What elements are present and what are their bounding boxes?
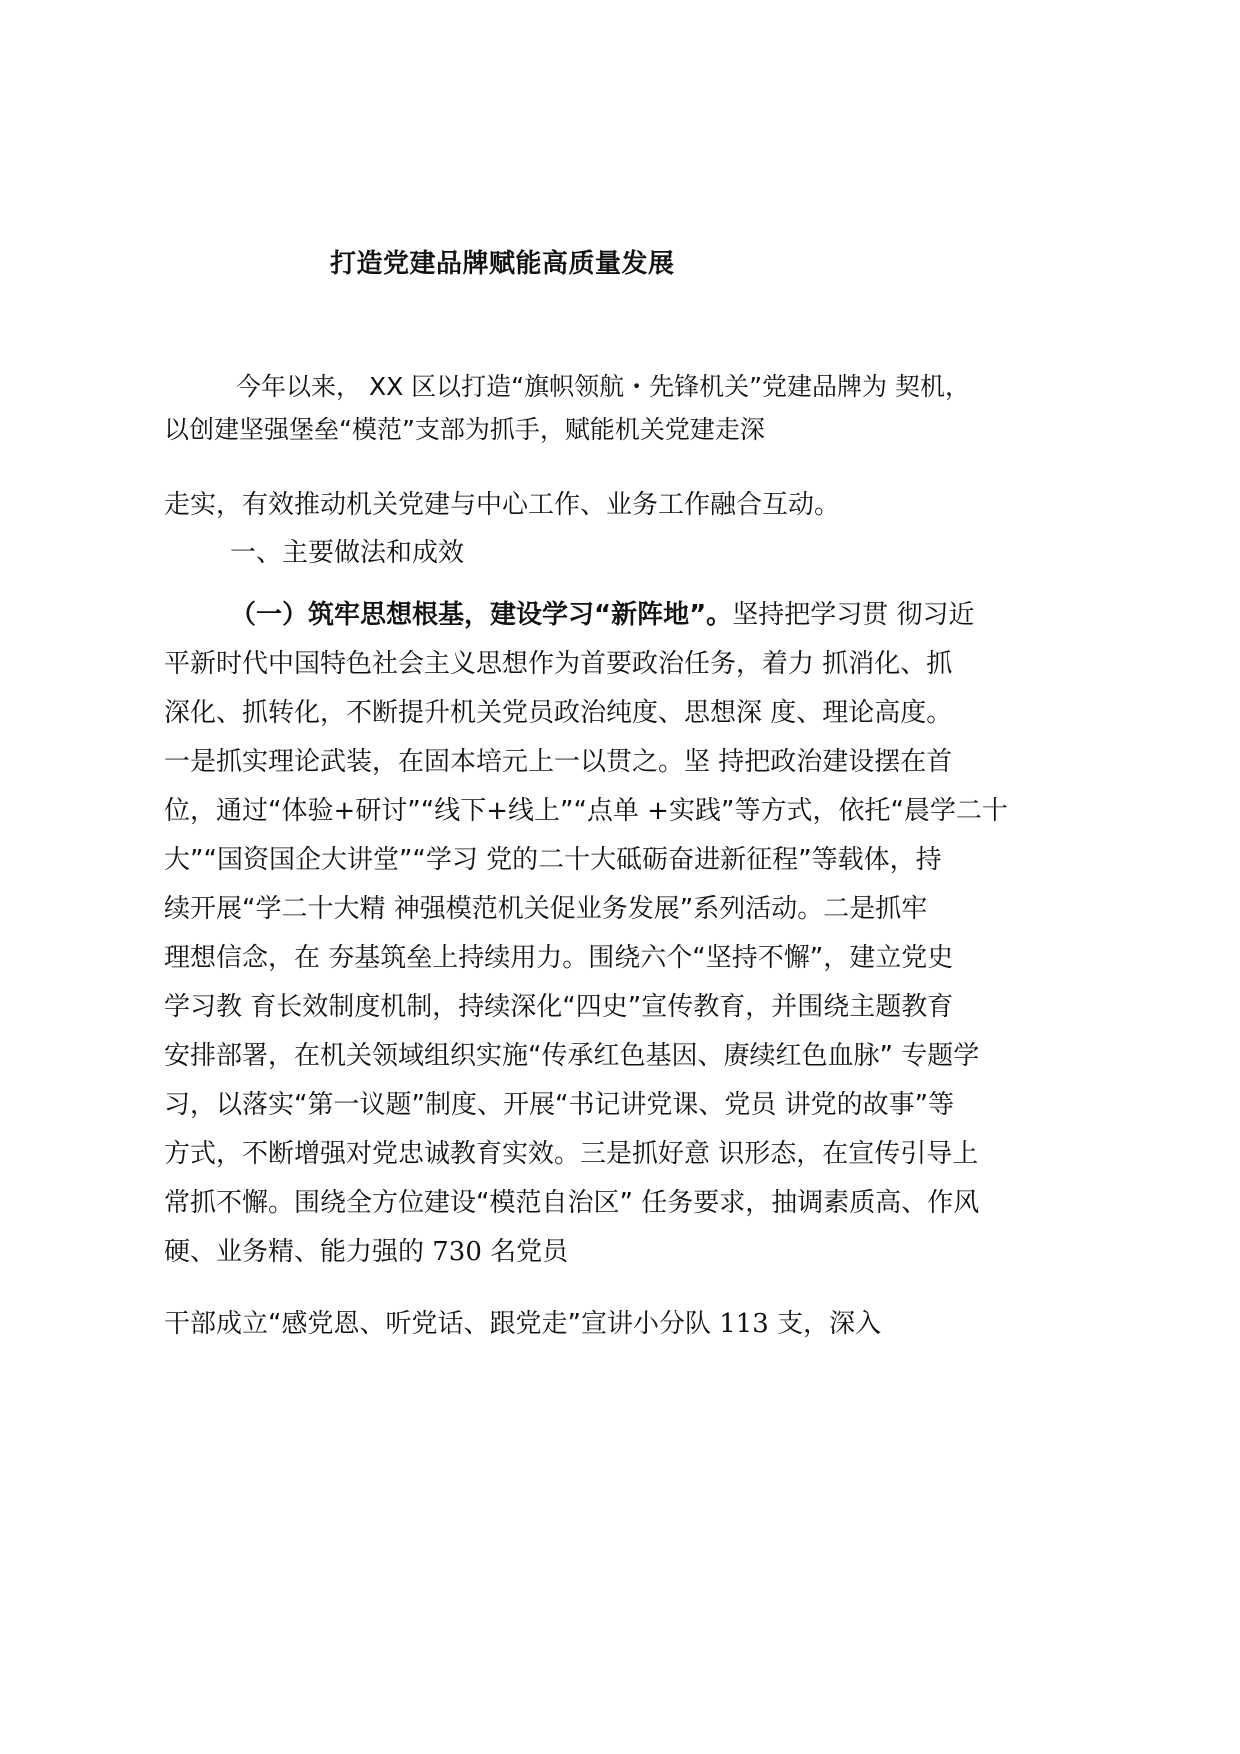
paragraph-line-2: 平新时代中国特色社会主义思想作为首要政治任务，着力 抓消化、抓	[164, 649, 953, 679]
member-count: 730	[432, 1237, 482, 1267]
paragraph-line-8: 理想信念，在 夯基筑垒上持续用力。围绕六个“坚持不懈”，建立党史	[164, 943, 954, 973]
section-heading: 一、主要做法和成效	[230, 538, 465, 568]
paragraph-line-14-pre: 硬、业务精、能力强的	[164, 1237, 433, 1267]
intro-line-2: 以创建坚强堡垒“模范”支部为抓手，赋能机关党建走深	[164, 415, 765, 444]
paragraph-line-10: 安排部署，在机关领域组织实施“传承红色基因、赓续红色血脉” 专题学	[164, 1041, 980, 1071]
paragraph-line-9: 学习教 育长效制度机制，持续深化“四史”宣传教育，并围绕主题教育	[164, 992, 954, 1022]
paragraph-line-1	[230, 598, 974, 632]
paragraph-line-5: 位，通过“体验+研讨”“线下+线上”“点单 +实践”等方式，依托“晨学二十	[164, 796, 1008, 826]
paragraph-line-11: 习，以落实“第一议题”制度、开展“书记讲党课、党员 讲党的故事”等	[164, 1090, 955, 1120]
paragraph-line-13: 常抓不懈。围绕全方位建设“模范自治区” 任务要求，抽调素质高、作风	[164, 1188, 980, 1218]
paragraph-line-14	[164, 1235, 568, 1269]
intro-line-3: 走实，有效推动机关党建与中心工作、业务工作融合互动。	[164, 490, 841, 520]
paragraph-line-6: 大”“国资国企大讲堂”“学习 党的二十大砥砺奋进新征程”等载体，持	[164, 845, 942, 875]
sub-heading: （一）筑牢思想根基，建设学习“新阵地”。	[230, 600, 733, 630]
paragraph-line-15	[164, 1307, 881, 1341]
paragraph-line-15-post: 支，深入	[768, 1309, 882, 1339]
paragraph-line-1-text: 坚持把学习贯 彻习近	[732, 600, 975, 630]
paragraph-line-15-pre: 干部成立“感党恩、听党话、跟党走”宣讲小分队	[164, 1309, 720, 1339]
document-title: 打造党建品牌赋能高质量发展	[330, 249, 675, 279]
paragraph-line-3: 深化、抓转化，不断提升机关党员政治纯度、思想深 度、理论高度。	[164, 698, 953, 728]
team-count: 113	[719, 1309, 769, 1339]
paragraph-line-7: 续开展“学二十大精 神强模范机关促业务发展”系列活动。二是抓牢	[164, 894, 928, 924]
intro-line-1: 今年以来， XX 区以打造“旗帜领航・先锋机关”党建品牌为 契机，	[236, 372, 970, 401]
paragraph-line-12: 方式，不断增强对党忠诚教育实效。三是抓好意 识形态，在宣传引导上	[164, 1139, 979, 1169]
paragraph-line-14-post: 名党员	[481, 1237, 569, 1267]
paragraph-line-4: 一是抓实理论武装，在固本培元上一以贯之。坚 持把政治建设摆在首	[164, 747, 953, 777]
